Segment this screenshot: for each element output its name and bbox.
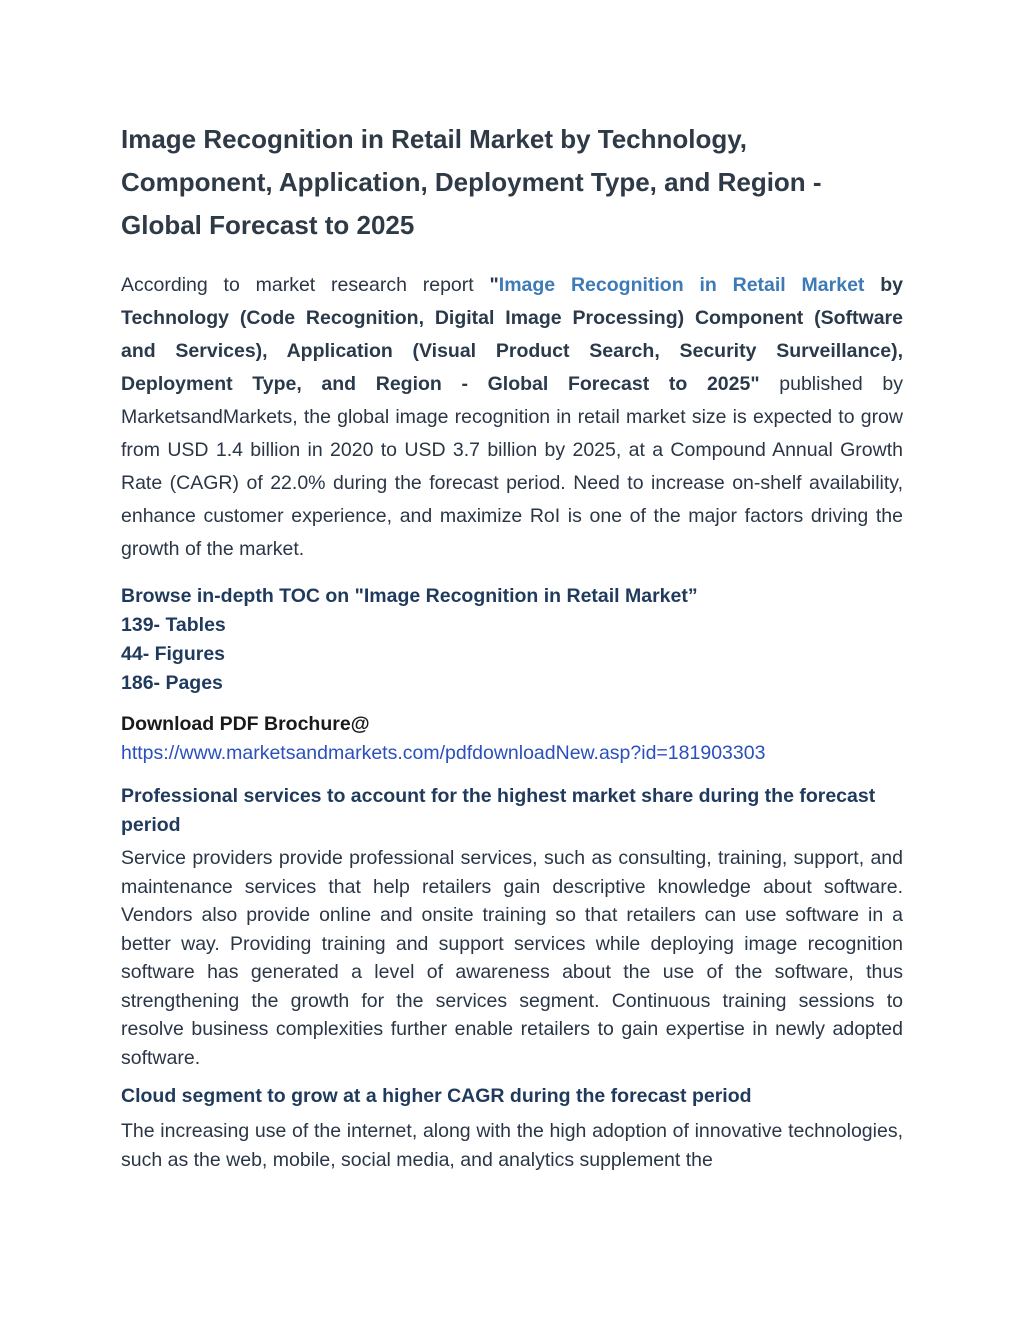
intro-report-title: by Technology (Code Recognition, Digital Image Processing) Component (Software and Services), Application (Visual Product Search, Security Surveillance), Deployment Type, and Region - Global Forecast to 2025" xyxy=(121,274,903,395)
page-title: Image Recognition in Retail Market by Technology, Component, Application, Deployment Type, and Region - Global Forecast to 2025 xyxy=(121,124,822,240)
section-heading-cloud: Cloud segment to grow at a higher CAGR during the forecast period xyxy=(121,1085,752,1107)
section-body-professional-services: Service providers provide professional services, such as consulting, training, support, and maintenance services that help retailers gain descriptive knowledge about software. Vendors also provide online and onsite training so that retailers can use software in a better way. Providing training and support services while deploying image recognition software has generated a level of awareness about the use of the software, thus strengthening the growth for the services segment. Continuous training sessions to resolve business complexities further enable retailers to gain expertise in newly adopted software. xyxy=(121,847,903,1069)
section-heading-professional-services: Professional services to account for the highest market share during the forecast period xyxy=(121,785,876,836)
intro-lead: According to market research report xyxy=(121,274,490,296)
toc-heading: Browse in-depth TOC on "Image Recognition in Retail Market” xyxy=(121,585,698,607)
intro-paragraph xyxy=(121,269,903,566)
download-link[interactable]: https://www.marketsandmarkets.com/pdfdownloadNew.asp?id=181903303 xyxy=(121,742,766,764)
document-content xyxy=(121,118,903,1174)
report-link[interactable]: Image Recognition in Retail Market xyxy=(498,274,865,296)
toc-block xyxy=(121,582,903,698)
toc-tables: 139- Tables xyxy=(121,614,226,636)
download-label: Download PDF Brochure@ xyxy=(121,713,370,735)
toc-figures: 44- Figures xyxy=(121,643,226,665)
section-body-cloud: The increasing use of the internet, along with the high adoption of innovative technologies, such as the web, mobile, social media, and analytics supplement the xyxy=(121,1120,903,1171)
intro-tail: published by MarketsandMarkets, the global image recognition in retail market size is expected to grow from USD 1.4 billion in 2020 to USD 3.7 billion by 2025, at a Compound Annual Growth Rate (CAGR) of 22.0% during the forecast period. Need to increase on-shelf availability, enhance customer experience, and maximize RoI is one of the major factors driving the growth of the market. xyxy=(121,373,903,560)
toc-pages: 186- Pages xyxy=(121,672,223,694)
intro-open-quote: " xyxy=(489,274,499,296)
